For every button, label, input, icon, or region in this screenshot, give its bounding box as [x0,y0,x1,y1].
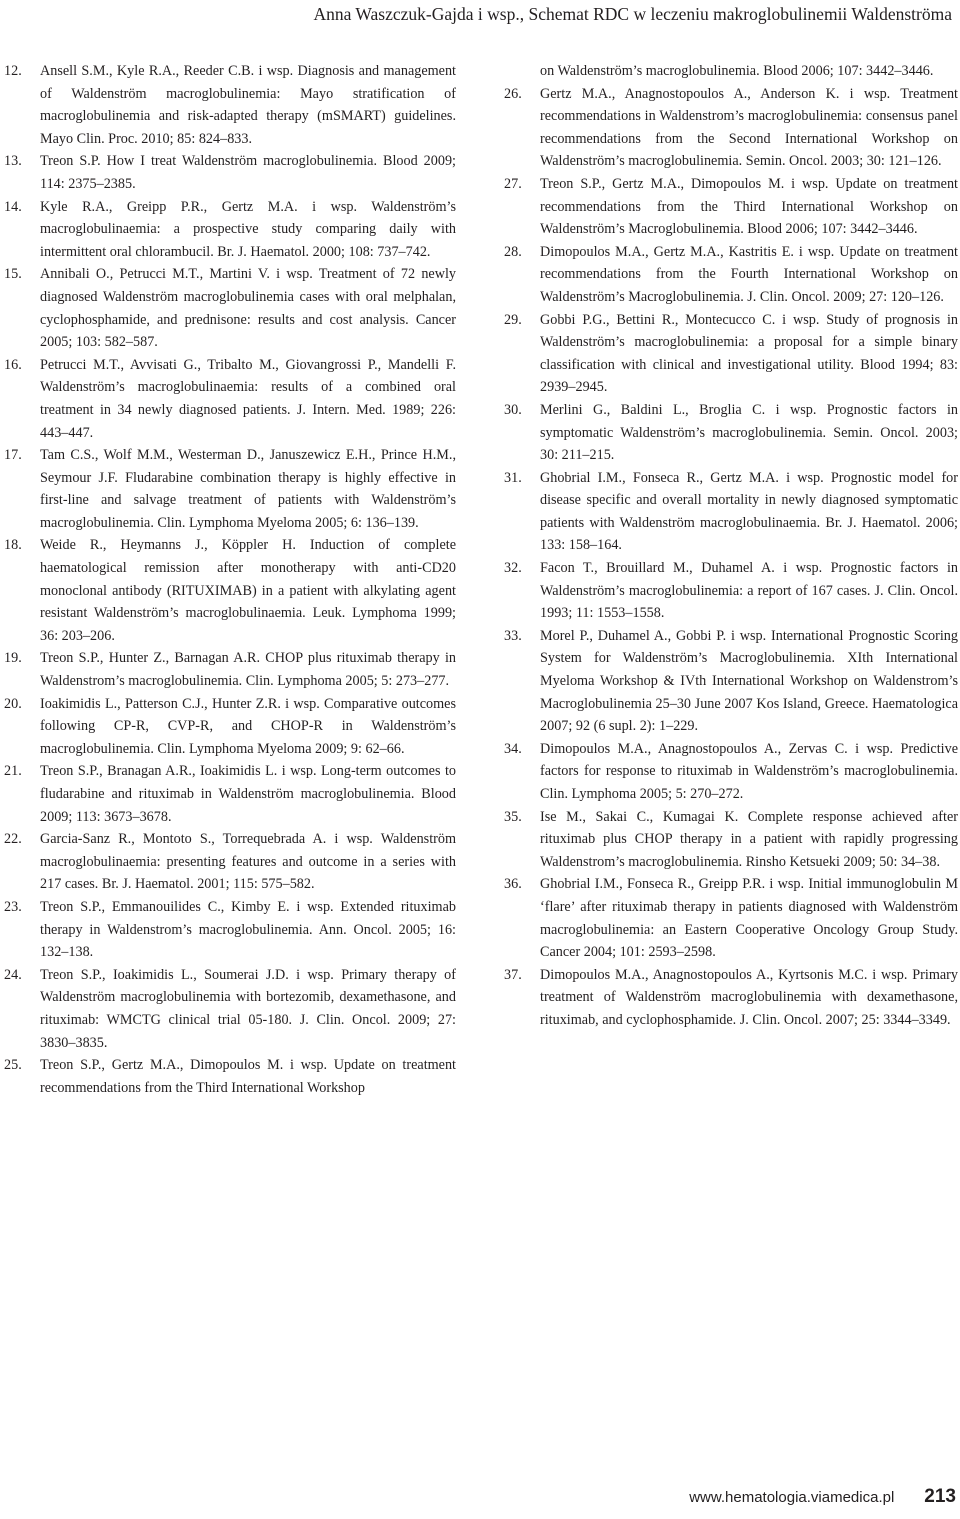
reference-item [4,760,456,828]
reference-number: 30. [504,401,522,418]
reference-number: 20. [4,695,22,712]
reference-text: Treon S.P., Gertz M.A., Dimopoulos M. i wsp. Update on treatment recommendations from the Third International Workshop [40,1057,456,1096]
reference-number: 14. [4,198,22,215]
reference-item [4,534,456,647]
reference-item [504,467,958,557]
reference-number: 18. [4,537,22,554]
reference-item [4,60,456,150]
reference-text: Garcia-Sanz R., Montoto S., Torrequebrada A. i wsp. Waldenström macroglobulinaemia: presenting features and outcome in a series with 217 cases. Br. J. Haematol. 2001; 115: 575–582. [40,831,456,893]
header-authors: Anna Waszczuk-Gajda i wsp. [313,4,520,24]
reference-item [504,964,958,1032]
reference-item [4,964,456,1054]
reference-number: 23. [4,898,22,915]
reference-number: 33. [504,627,522,644]
journal-url[interactable]: www.hematologia.viamedica.pl [689,1489,895,1506]
reference-number: 13. [4,153,22,170]
reference-text: Treon S.P., Hunter Z., Barnagan A.R. CHOP plus rituximab therapy in Waldenstrom’s macroglobulinemia. Clin. Lymphoma 2005; 5: 273–277. [40,650,456,690]
running-head: Anna Waszczuk-Gajda i wsp., Schemat RDC w leczeniu makroglobulinemii Waldenströma [313,4,952,24]
reference-text: on Waldenström’s macroglobulinemia. Blood 2006; 107: 3442–3446. [540,63,934,79]
reference-number: 27. [504,175,522,192]
reference-item [4,196,456,264]
reference-number: 15. [4,266,22,283]
reference-item [4,263,456,353]
reference-text: Treon S.P., Emmanouilides C., Kimby E. i wsp. Extended rituximab therapy in Waldenstrom’s macroglobulinemia. Ann. Oncol. 2005; 16: 132–138. [40,898,456,961]
reference-item [4,828,456,896]
reference-text: Morel P., Duhamel A., Gobbi P. i wsp. International Prognostic Scoring System for Waldenström’s Macroglobulinemia. XIth International Myeloma Workshop & IVth International Workshop on Waldenstrom’s Macroglobulinemia 25–30 June 2007 Kos Island, Greece. Haematologica 2007; 92 (6 supl. 2): 1–229. [540,627,958,735]
reference-text: Petrucci M.T., Avvisati G., Tribalto M., Giovangrossi P., Mandelli F. Waldenström’s macroglobulinaemia: results of a combined oral treatment in 34 newly diagnosed patients. J. Intern. Med. 1989; 226: 443–447. [40,356,456,441]
reference-item [504,625,958,738]
reference-number: 26. [504,85,522,102]
reference-text: Ise M., Sakai C., Kumagai K. Complete response achieved after rituximab plus CHOP therapy in a patient with rapidly progressing Waldenstrom’s macroglobulinemia. Rinsho Ketsueki 2009; 50: 34–38. [540,808,958,870]
reference-number: 25. [4,1057,22,1074]
reference-text: Dimopoulos M.A., Gertz M.A., Kastritis E. i wsp. Update on treatment recommendations from the Fourth International Workshop on Waldenström’s Macroglobulinemia. J. Clin. Oncol. 2009; 27: 120–126. [540,243,958,305]
reference-number: 37. [504,966,522,983]
reference-text: Tam C.S., Wolf M.M., Westerman D., Januszewicz E.H., Prince H.M., Seymour J.F. Fludarabine combination therapy is highly effective in first-line and salvage treatment of patients with Waldenström’s macroglobulinemia. Clin. Lymphoma Myeloma 2005; 6: 136–139. [40,447,456,531]
reference-number: 19. [4,650,22,667]
reference-item [504,806,958,874]
reference-number: 29. [504,311,522,328]
reference-item [504,83,958,173]
reference-text: Gobbi P.G., Bettini R., Montecucco C. i wsp. Study of prognosis in Waldenström’s macroglobulinemia: a proposal for a simple binary classification with clinical and investigational utility. Blood 1994; 83: 2939–2945. [540,311,958,396]
reference-item [504,241,958,309]
reference-number: 32. [504,560,522,577]
reference-item [4,444,456,534]
reference-item [504,738,958,806]
reference-text: Dimopoulos M.A., Anagnostopoulos A., Zervas C. i wsp. Predictive factors for response to rituximab in Waldenström’s macroglobulinemia. Clin. Lymphoma 2005; 5: 270–272. [540,740,958,802]
reference-number: 28. [504,243,522,260]
page-footer [689,1486,956,1508]
reference-item [504,873,958,963]
reference-text: Merlini G., Baldini L., Broglia C. i wsp. Prognostic factors in symptomatic Waldenström’s macroglobulinemia. Semin. Oncol. 2003; 30: 211–215. [540,401,958,464]
reference-text: Annibali O., Petrucci M.T., Martini V. i wsp. Treatment of 72 newly diagnosed Waldenström macroglobulinemia cases with oral melphalan, cyclophosphamide, and prednisone: results and cost analysis. Cancer 2005; 103: 582–587. [40,266,456,351]
reference-text: Facon T., Brouillard M., Duhamel A. i wsp. Prognostic factors in Waldenström’s macroglobulinemia: a report of 167 cases. J. Clin. Oncol. 1993; 11: 1553–1558. [540,560,958,622]
references-left-column [4,60,456,1099]
reference-item [504,399,958,467]
reference-text: Treon S.P. How I treat Waldenström macroglobulinemia. Blood 2009; 114: 2375–2385. [40,153,456,192]
reference-number: 35. [504,808,522,825]
reference-text: Ghobrial I.M., Fonseca R., Greipp P.R. i wsp. Initial immunoglobulin M ‘flare’ after rituximab therapy in patients diagnosed with Waldenström macroglobulinemia: an Eastern Cooperative Oncology Group Study. Cancer 2004; 101: 2593–2598. [540,876,958,961]
reference-number: 17. [4,447,22,464]
reference-text: Ioakimidis L., Patterson C.J., Hunter Z.R. i wsp. Comparative outcomes following CP-R, CVP-R, and CHOP-R in Waldenström’s macroglobulinemia. Clin. Lymphoma Myeloma 2009; 9: 62–66. [40,695,456,757]
reference-item [504,173,958,241]
reference-item [4,647,456,692]
header-title: Schemat RDC w leczeniu makroglobulinemii Waldenströma [528,4,952,24]
reference-text: Ansell S.M., Kyle R.A., Reeder C.B. i wsp. Diagnosis and management of Waldenström macroglobulinemia: Mayo stratification of macroglobulinemia and risk-adapted therapy (mSMART) guidelines. Mayo Clin. Proc. 2010; 85: 824–833. [40,63,456,147]
reference-number: 12. [4,63,22,79]
reference-number: 16. [4,356,22,373]
reference-text: Dimopoulos M.A., Anagnostopoulos A., Kyrtsonis M.C. i wsp. Primary treatment of Waldenström macroglobulinemia with dexamethasone, rituximab, and cyclophosphamide. J. Clin. Oncol. 2007; 25: 3344–3349. [540,966,958,1028]
reference-item [4,150,456,195]
reference-number: 36. [504,876,522,893]
reference-text: Treon S.P., Ioakimidis L., Soumerai J.D. i wsp. Primary therapy of Waldenström macroglobulinemia with bortezomib, dexamethasone, and rituximab: WMCTG clinical trial 05-180. J. Clin. Oncol. 2009; 27: 3830–3835. [40,966,456,1051]
reference-number: 22. [4,831,22,848]
reference-item [4,354,456,444]
reference-text: Treon S.P., Branagan A.R., Ioakimidis L. i wsp. Long-term outcomes to fludarabine and rituximab in Waldenström macroglobulinemia. Blood 2009; 113: 3673–3678. [40,763,456,825]
reference-item [504,309,958,399]
reference-text: Weide R., Heymanns J., Köppler H. Induction of complete haematological remission after monotherapy with anti-CD20 monoclonal antibody (RITUXIMAB) in a patient with alkylating agent resistant Waldenström’s macroglobulinaemia. Leuk. Lymphoma 1999; 36: 203–206. [40,537,456,644]
reference-text: Gertz M.A., Anagnostopoulos A., Anderson K. i wsp. Treatment recommendations in Waldenstrom’s macroglobulinemia: consensus panel recommendations from the Second International Workshop on Waldenström’s macroglobulinemia. Semin. Oncol. 2003; 30: 121–126. [540,85,958,170]
reference-number: 24. [4,966,22,983]
reference-number: 31. [504,469,522,486]
reference-text: Ghobrial I.M., Fonseca R., Gertz M.A. i wsp. Prognostic model for disease specific and overall mortality in newly diagnosed symptomatic patients with Waldenström macroglobulinaemia. Br. J. Haematol. 2006; 133: 158–164. [540,469,958,554]
reference-text: Treon S.P., Gertz M.A., Dimopoulos M. i wsp. Update on treatment recommendations from the Third International Workshop on Waldenström’s Macroglobulinemia. Blood 2006; 107: 3442–3446. [540,175,958,238]
reference-item [504,557,958,625]
reference-text: Kyle R.A., Greipp P.R., Gertz M.A. i wsp. Waldenström’s macroglobulinaemia: a prospective study comparing daily with intermittent oral chlorambucil. Br. J. Haematol. 2000; 108: 737–742. [40,198,456,260]
reference-number: 21. [4,763,22,780]
reference-item [4,1054,456,1099]
reference-item [4,693,456,761]
reference-item [4,896,456,964]
references-right-column [504,60,958,1032]
reference-number: 34. [504,740,522,757]
reference-item [504,60,958,83]
page-number: 213 [924,1486,956,1507]
